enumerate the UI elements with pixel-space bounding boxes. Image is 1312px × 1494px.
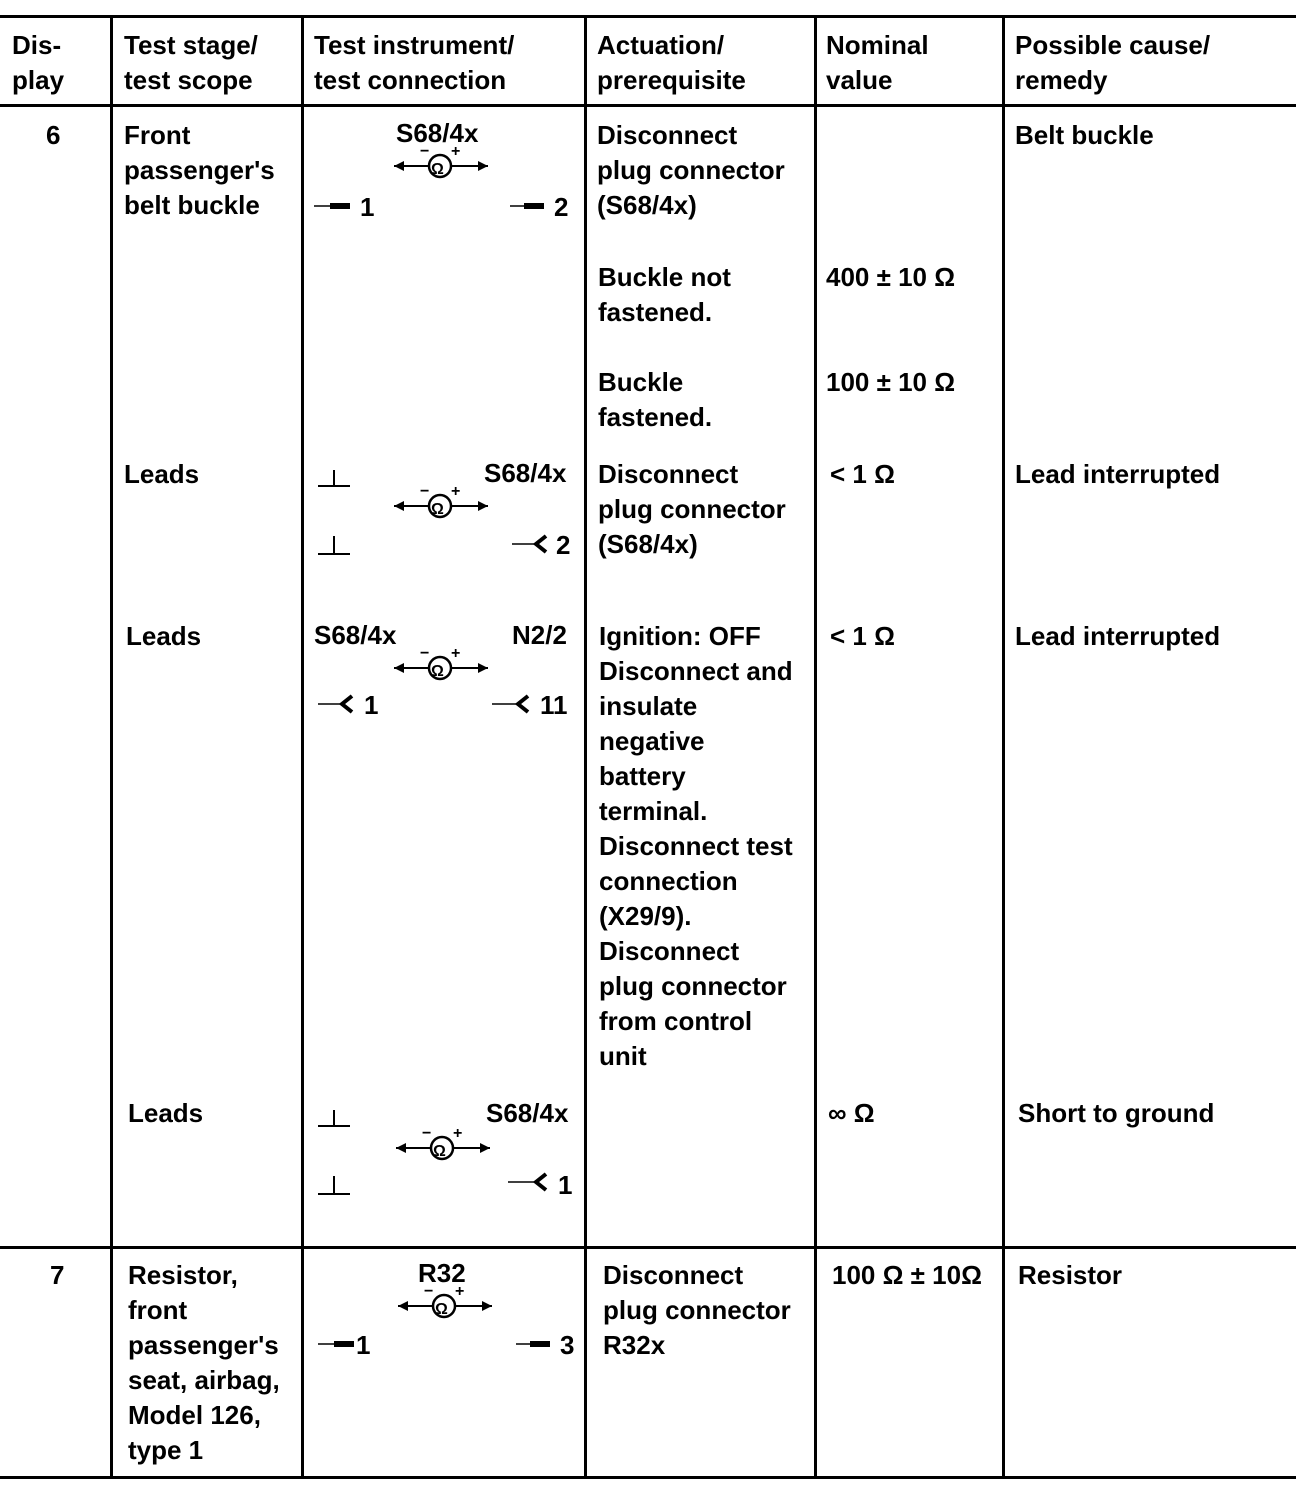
ohmmeter-diagram-belt-buckle xyxy=(312,114,578,226)
header-display: Dis- play xyxy=(12,30,65,95)
actuation-disconnect-r32x: Disconnect plug connector R32x xyxy=(603,1260,791,1360)
svg-text:−: − xyxy=(420,483,430,500)
ohmmeter-icon xyxy=(394,645,488,680)
ground-symbol-upper xyxy=(318,470,350,486)
actuation-disconnect-plug: Disconnect plug connector (S68/4x) xyxy=(597,120,785,220)
nominal-leads-1: < 1 Ω xyxy=(830,459,895,489)
svg-text:+: + xyxy=(455,1283,465,1300)
svg-text:2: 2 xyxy=(554,192,569,222)
nominal-leads-3: ∞ Ω xyxy=(828,1098,875,1128)
cause-belt-buckle: Belt buckle xyxy=(1015,120,1154,150)
ohmmeter-diagram-resistor xyxy=(312,1254,578,1366)
socket-pin-left xyxy=(318,690,378,720)
plug-pin-right xyxy=(510,192,568,222)
connector-label: S68/4x xyxy=(484,458,567,488)
test-stage-leads: Leads xyxy=(126,621,202,651)
nominal-buckle-not-fastened: 400 ± 10 Ω xyxy=(826,262,956,292)
connector-label: S68/4x xyxy=(396,118,479,148)
actuation-buckle-not-fastened: Buckle not fastened. xyxy=(598,262,731,327)
actuation-ignition-off-procedure: Ignition: OFF Disconnect and insulate negative battery terminal. Disconnect test connection (X29/9). Disconnect plug connector from control unit xyxy=(599,621,793,1071)
nominal-resistor: 100 Ω ± 10Ω xyxy=(832,1260,982,1290)
svg-text:+: + xyxy=(451,645,461,662)
ohmmeter-icon xyxy=(394,143,488,178)
ohmmeter-diagram-leads-3 xyxy=(312,1092,578,1204)
socket-pin-right xyxy=(512,530,570,560)
ohmmeter-icon xyxy=(396,1125,490,1160)
bottom-rule xyxy=(0,1476,1296,1479)
col-divider-3 xyxy=(584,15,587,1479)
connector-label-right: N2/2 xyxy=(512,620,567,650)
col-divider-1 xyxy=(110,15,113,1479)
connector-label-left: S68/4x xyxy=(314,620,397,650)
svg-text:1: 1 xyxy=(364,690,379,720)
svg-text:−: − xyxy=(420,143,430,160)
svg-text:3: 3 xyxy=(560,1330,575,1360)
socket-pin-right xyxy=(508,1170,572,1200)
nominal-leads-2: < 1 Ω xyxy=(830,621,895,651)
nominal-buckle-fastened: 100 ± 10 Ω xyxy=(826,367,956,397)
ohmmeter-diagram-leads-2 xyxy=(312,614,578,726)
svg-text:1: 1 xyxy=(356,1330,371,1360)
header-nominal-value: Nominal value xyxy=(826,30,929,95)
plug-pin-left xyxy=(314,192,374,222)
col-divider-5 xyxy=(1002,15,1005,1479)
svg-text:Ω: Ω xyxy=(431,501,444,518)
svg-text:+: + xyxy=(453,1125,463,1142)
actuation-disconnect-plug-leads-1: Disconnect plug connector (S68/4x) xyxy=(598,459,786,559)
svg-text:1: 1 xyxy=(360,192,375,222)
cause-resistor: Resistor xyxy=(1018,1260,1123,1290)
svg-text:−: − xyxy=(420,645,430,662)
svg-text:11: 11 xyxy=(540,690,568,720)
svg-text:Ω: Ω xyxy=(431,663,444,680)
col-divider-4 xyxy=(814,15,817,1479)
svg-text:+: + xyxy=(451,483,461,500)
actuation-buckle-fastened: Buckle fastened. xyxy=(598,367,713,432)
svg-text:−: − xyxy=(424,1283,434,1300)
svg-text:Ω: Ω xyxy=(435,1301,448,1318)
socket-pin-right xyxy=(492,690,568,720)
svg-text:−: − xyxy=(422,1125,432,1142)
test-stage-leads: Leads xyxy=(124,459,200,489)
header-test-instrument: Test instrument/ test connection xyxy=(314,30,515,95)
test-stage-leads: Leads xyxy=(128,1098,204,1128)
plug-pin-right xyxy=(516,1330,574,1360)
ground-symbol-lower xyxy=(318,536,350,554)
svg-text:Ω: Ω xyxy=(431,161,444,178)
plug-pin-left xyxy=(318,1330,370,1360)
connector-label: R32 xyxy=(418,1258,466,1288)
ohmmeter-diagram-leads-1 xyxy=(312,452,578,564)
display-number: 7 xyxy=(50,1260,65,1290)
col-divider-2 xyxy=(301,15,304,1479)
svg-text:+: + xyxy=(451,143,461,160)
connector-label: S68/4x xyxy=(486,1098,569,1128)
cause-short-to-ground: Short to ground xyxy=(1018,1098,1215,1128)
cause-lead-interrupted-1: Lead interrupted xyxy=(1015,459,1221,489)
svg-text:2: 2 xyxy=(556,530,571,560)
header-rule xyxy=(0,104,1296,107)
svg-text:Ω: Ω xyxy=(433,1143,446,1160)
display-number: 6 xyxy=(46,120,61,150)
ground-symbol-upper xyxy=(318,1110,350,1126)
ohmmeter-icon xyxy=(394,483,488,518)
header-test-stage: Test stage/ test scope xyxy=(124,30,258,95)
ground-symbol-lower xyxy=(318,1176,350,1194)
header-possible-cause: Possible cause/ remedy xyxy=(1015,30,1211,95)
test-stage-resistor: Resistor, front passenger's seat, airbag, Model 126, type 1 xyxy=(128,1260,280,1465)
top-rule xyxy=(0,15,1296,18)
cause-lead-interrupted-2: Lead interrupted xyxy=(1015,621,1221,651)
ohmmeter-icon xyxy=(398,1283,492,1318)
row-divider xyxy=(0,1246,1296,1249)
svg-text:1: 1 xyxy=(558,1170,573,1200)
header-actuation: Actuation/ prerequisite xyxy=(597,30,746,95)
test-stage-belt-buckle: Front passenger's belt buckle xyxy=(124,120,275,220)
